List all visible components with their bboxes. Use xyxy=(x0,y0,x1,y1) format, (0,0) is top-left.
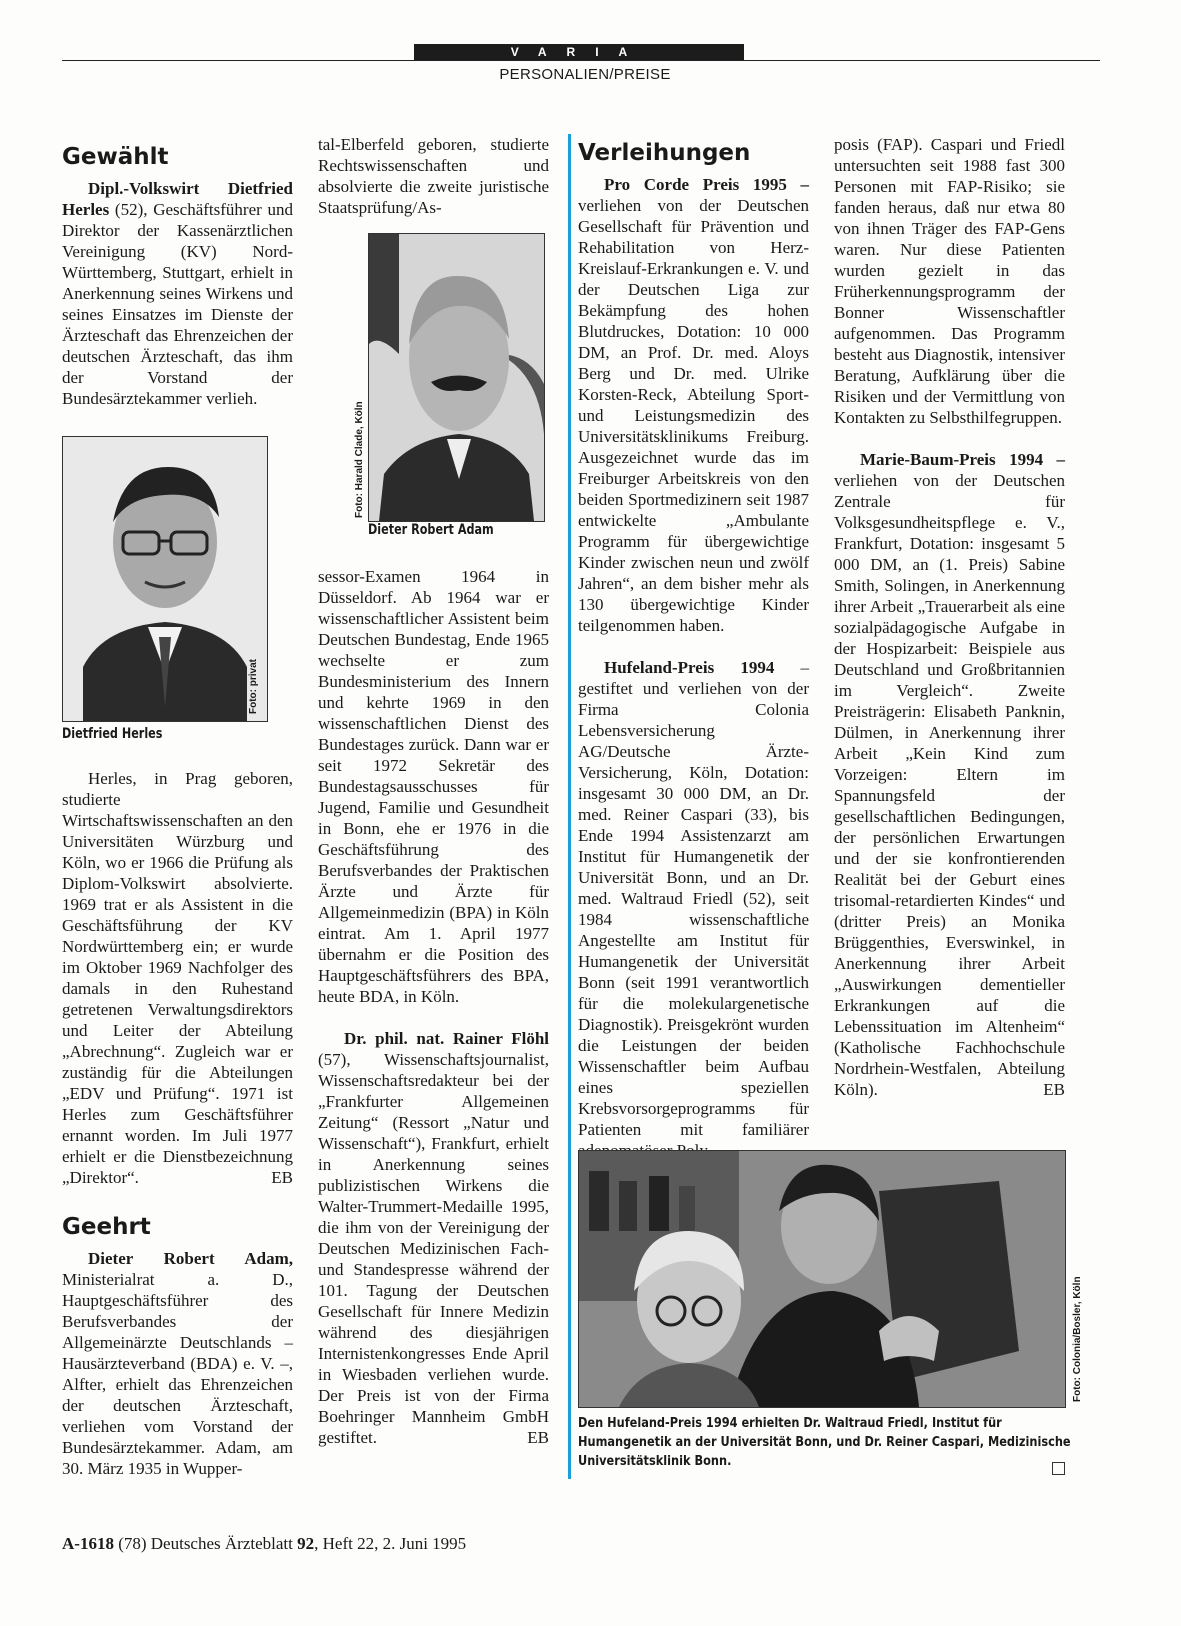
photo-credit-herles: Foto: privat xyxy=(248,659,259,714)
column-1-top xyxy=(62,142,293,409)
page-footer xyxy=(62,1534,466,1554)
photo-dieter-robert-adam xyxy=(368,233,545,522)
name-herles: Dipl.-Volkswirt Dietfried Herles xyxy=(62,179,293,219)
paragraph-adam-bio: sessor-Examen 1964 in Düsseldorf. Ab 1964 war er wissenschaftlicher Assistent beim Deutschen Bundestag, Ende 1965 wechselte er zum Bundesministerium des Innern und kehrte 1969 in den wissenschaftlichen Dienst des Bundestages zurück. Dann war er seit 1972 Sekretär des Bundestagsausschusses für Jugend, Familie und Gesundheit in Bonn, ehe er 1976 in die Geschäftsführung des Berufsverbandes der Praktischen Ärzte und Ärzte für Allgemeinmedizin (BPA) in Köln eintrat. Am 1. April 1977 übernahm er die Position des Hauptgeschäftsführers des BPA, heute BDA, in Köln. xyxy=(318,567,549,1006)
subsection-label: PERSONALIEN/PREISE xyxy=(499,66,671,83)
signature-eb: EB xyxy=(271,1168,293,1187)
text-floehl: (57), Wissenschaftsjournalist, Wissenschaftsredakteur bei der „Frankfurter Allgemeinen Zeitung“ (Ressort „Natur und Wissenschaft“), Frankfurt, erhielt in Anerkennung seines publizistischen Wirkens die Walter-Trummert-Medaille 1995, die ihm von der Vereinigung der Deutschen Medizinischen Fach- und Standespresse während der 101. Tagung der Deutschen Gesellschaft für Innere Medizin während des diesjährigen Internistenkongresses Ende April in Wiesbaden verliehen wurde. Der Preis ist von der Firma Boehringer Mannheim GmbH gestiftet. xyxy=(318,1050,549,1447)
signature-eb-3: EB xyxy=(1043,1080,1065,1099)
column-divider xyxy=(568,134,571,1479)
award-marie-baum: Marie-Baum-Preis 1994 – xyxy=(860,450,1065,469)
photo-laboratory-image xyxy=(579,1151,1065,1407)
caption-hufeland: Den Hufeland-Preis 1994 erhielten Dr. Waltraud Friedl, Institut für Humangenetik an der Universität Bonn, und Dr. Reiner Caspari, Medizinische Universitätsklinik Bonn. xyxy=(578,1415,1071,1469)
issue-date: , Heft 22, 2. Juni 1995 xyxy=(314,1534,467,1553)
section-label: VARIA xyxy=(414,44,744,60)
header-rule xyxy=(62,60,1100,61)
text-adam-intro: Ministerialrat a. D., Hauptgeschäftsführer des Berufsverbandes der Allgemeinärzte Deutschlands – Hausärzteverband (BDA) e. V. –, Alfter, erhielt das Ehrenzeichen der deutschen Ärzteschaft, verliehen vom Vorstand der Bundesärztekammer. Adam, am 30. März 1935 in Wupper- xyxy=(62,1270,293,1478)
heading-verleihungen: Verleihungen xyxy=(578,140,751,166)
text-herles-bio: Herles, in Prag geboren, studierte Wirtschaftswissenschaften an den Universitäten Würzburg und Köln, wo er 1966 die Prüfung als Diplom-Volkswirt absolvierte. 1969 trat er als Assistent in die Geschäftsführung der KV Nordwürttemberg ein; er wurde im Oktober 1969 Nachfolger des damals in den Ruhestand getretenen Verwaltungsdirektors und Leiter der Abteilung „Abrechnung“. Zugleich war er zuständig für die Abteilungen „EDV und Prüfung“. 1971 ist Herles zum Geschäftsführer ernannt worden. Im Juli 1977 erhielt er die Dienstbezeichnung „Direktor“. xyxy=(62,769,293,1187)
column-1-middle xyxy=(62,768,293,1188)
text-marie-baum: verliehen von der Deutschen Zentrale für Volksgesundheitspflege e. V., Frankfurt, Dotation: insgesamt 5 000 DM, an (1. Preis) Sabine Smith, Solingen, in Anerkennung ihrer Arbeit „Trauerarbeit als eine sozialpädagogische Aufgabe in der Hospizarbeit: Beispiele aus Deutschland und Großbritannien im Vergleich“. Zweite Preisträgerin: Elisabeth Panknin, Dülmen, in Anerkennung ihrer Arbeit „Kein Kind zum Vorzeigen: Eltern im Spannungsfeld der gesellschaftlichen Bedingungen, der persönlichen Erwartungen und der sie konfrontierenden Realität bei der Geburt eines trisomal-retardierten Kindes“ und (dritter Preis) an Monika Brüggenthies, Everswinkel, in Anerkennung ihrer Arbeit „Auswirkungen dementieller Erkrankungen auf die Lebenssituation im Altenheim“ (Katholische Fachhochschule Nordrhein-Westfalen, Abteilung Köln). xyxy=(834,471,1065,1099)
caption-adam: Dieter Robert Adam xyxy=(368,522,494,538)
column-3 xyxy=(578,138,809,1161)
paragraph-floehl xyxy=(318,1028,549,1448)
paragraph-pro-corde xyxy=(578,174,809,636)
heading-geehrt: Geehrt xyxy=(62,1214,151,1240)
page-number: A-1618 xyxy=(62,1534,114,1553)
signature-eb-2: EB xyxy=(527,1428,549,1447)
paragraph-adam-cont: tal-Elberfeld geboren, studierte Rechtswissenschaften und absolvierte die zweite juristische Staatsprüfung/As- xyxy=(318,135,549,217)
paragraph-hufeland xyxy=(578,657,809,1161)
paragraph-adam-intro xyxy=(62,1248,293,1479)
photo-credit-colonia: Foto: Colonia/Bosler, Köln xyxy=(1072,1276,1083,1402)
journal-name: (78) Deutsches Ärzteblatt xyxy=(113,1534,298,1553)
paragraph-herles-intro xyxy=(62,178,293,409)
paragraph-fap: posis (FAP). Caspari und Friedl untersuchten seit 1988 fast 300 Personen mit FAP-Risiko; sie fanden heraus, daß nur etwa 80 von ihnen Träger des FAP-Gens waren. Nur diese Patienten wurden gezielt in das Früherkennungsprogramm der Bonner Wissenschaftler aufgenommen. Das Programm besteht aus Diagnostik, intensiver Beratung, Aufklärung über die Risiken und der Vermittlung von Kontakten zu Selbsthilfegruppen. xyxy=(834,135,1065,427)
end-mark xyxy=(1052,1462,1065,1475)
photo-dietfried-herles xyxy=(62,436,268,722)
heading-gewaehlt: Gewählt xyxy=(62,144,169,170)
volume-number: 92 xyxy=(297,1534,315,1553)
portrait-adam-image xyxy=(369,234,544,521)
award-pro-corde: Pro Corde Preis 1995 – xyxy=(604,175,809,194)
award-hufeland: Hufeland-Preis 1994 xyxy=(604,658,775,677)
caption-herles: Dietfried Herles xyxy=(62,726,163,742)
photo-credit-adam: Foto: Harald Clade, Köln xyxy=(354,401,365,518)
portrait-herles-image xyxy=(63,437,267,721)
column-1-bottom xyxy=(62,1212,293,1479)
column-2-middle xyxy=(318,566,549,1448)
paragraph-marie-baum xyxy=(834,449,1065,1100)
text-herles-intro: (52), Geschäftsführer und Direktor der Kassenärztlichen Vereinigung (KV) Nord-Württemberg, Stuttgart, erhielt in Anerkennung seines Wirkens und seines Einsatzes im Dienste der Ärzteschaft das Ehrenzeichen der deutschen Ärzteschaft, das ihm der Vorstand der Bundesärztekammer verlieh. xyxy=(62,200,293,408)
text-pro-corde: verliehen von der Deutschen Gesellschaft für Prävention und Rehabilitation von Herz-Kreislauf-Erkrankungen e. V. und der Deutschen Liga zur Bekämpfung des hohen Blutdruckes, Dotation: 10 000 DM, an Prof. Dr. med. Aloys Berg und Dr. med. Ulrike Korsten-Reck, Abteilung Sport- und Leistungsmedizin des Universitätsklinikums Freiburg. Ausgezeichnet wurde das im Freiburger Arbeitskreis von den beiden Sportmedizinern seit 1987 entwickelte „Ambulante Programm für übergewichtige Kinder zwischen neun und zwölf Jahren“, an dem bisher mehr als 130 übergewichtige Kinder teilgenommen haben. xyxy=(578,196,809,635)
name-floehl: Dr. phil. nat. Rainer Flöhl xyxy=(344,1029,549,1048)
name-adam: Dieter Robert Adam, xyxy=(88,1249,293,1268)
column-4 xyxy=(834,134,1065,1100)
text-hufeland: – gestiftet und verliehen von der Firma Colonia Lebensversicherung AG/Deutsche Ärzte-Versicherung, Köln, Dotation: insgesamt 30 000 DM, an Dr. med. Reiner Caspari (33), bis Ende 1994 Assistenzarzt am Institut für Humangenetik der Universität Bonn, und an Dr. med. Waltraud Friedl (52), seit 1984 wissenschaftliche Angestellte am Institut für Humangenetik der Universität Bonn (seit 1991 verantwortlich für die molekulargenetische Diagnostik). Preisgekrönt wurden die Leistungen der beiden Wissenschaftler beim Aufbau eines speziellen Krebsvorsorgeprogramms für Patienten mit familiärer xyxy=(578,658,809,1139)
photo-hufeland-winners xyxy=(578,1150,1066,1408)
column-2-top xyxy=(318,134,549,218)
paragraph-herles-bio xyxy=(62,768,293,1188)
